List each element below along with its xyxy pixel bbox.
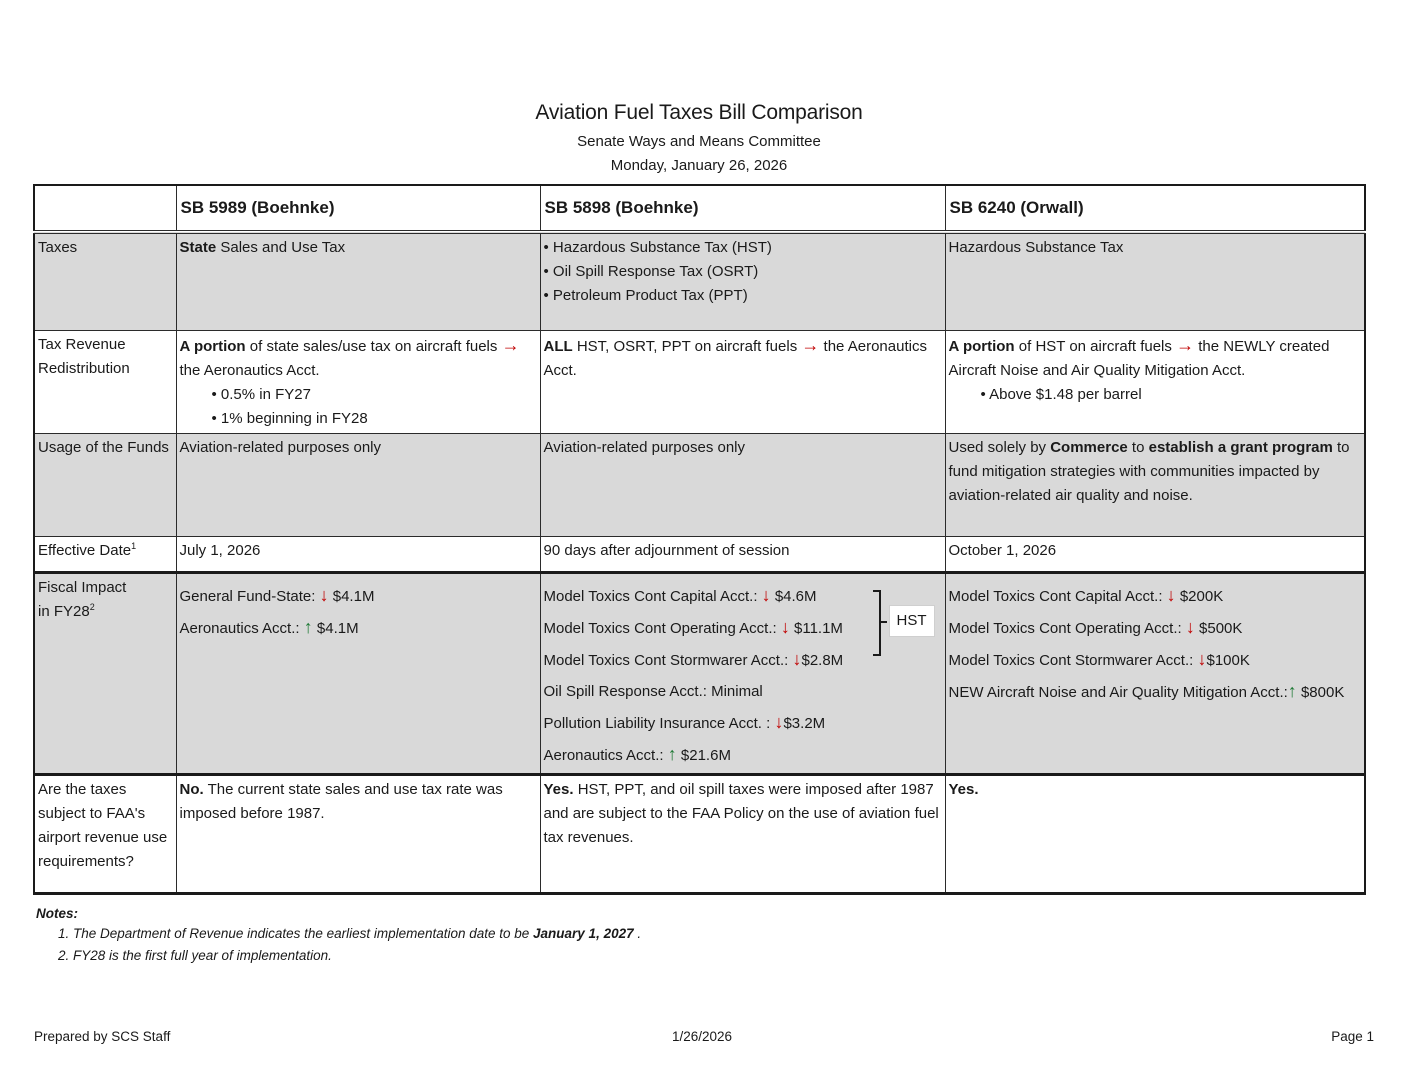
arrow-down-icon: ↓ <box>761 585 771 605</box>
notes-section <box>36 905 641 967</box>
bold-text: ALL <box>543 338 573 355</box>
notes-title: Notes: <box>36 906 79 921</box>
account-name: Model Toxics Cont Stormwarer Acct.: <box>543 652 793 669</box>
arrow-right-icon: → <box>1176 335 1195 355</box>
cell-effective-sb5989: July 1, 2026 <box>176 537 540 573</box>
cell-fiscal-sb5898 <box>540 573 945 775</box>
fiscal-item <box>544 612 942 644</box>
row-faa-requirements <box>34 775 1365 894</box>
bracket-connector <box>881 621 887 623</box>
bold-text: No. <box>179 781 204 798</box>
cell-faa-sb5898 <box>540 775 945 894</box>
footer-prepared-by: Prepared by SCS Staff <box>34 1029 171 1044</box>
document-date: Monday, January 26, 2026 <box>610 157 788 174</box>
note-bold-text: January 1, 2027 <box>533 926 634 941</box>
cell-effective-sb6240: October 1, 2026 <box>945 537 1365 573</box>
amount: $4.1M <box>328 588 375 605</box>
arrow-up-icon: ↑ <box>667 744 677 764</box>
header-cell-blank <box>34 185 176 232</box>
account-name: Model Toxics Cont Capital Acct.: <box>543 588 762 605</box>
row-label-redistribution: Tax Revenue Redistribution <box>34 331 176 434</box>
text: HST, OSRT, PPT on aircraft fuels <box>572 338 802 355</box>
row-taxes <box>34 232 1365 331</box>
text: HST, PPT, and oil spill taxes were imposed after 1987 and are subject to the FAA Policy on the use of aviation fuel tax revenues. <box>543 781 939 846</box>
bold-text: State <box>179 239 217 256</box>
arrow-down-icon: ↓ <box>774 712 784 732</box>
row-label-effective-date <box>34 537 176 573</box>
fiscal-item <box>180 580 537 612</box>
text: the NEWLY created Aircraft Noise and Air Quality Mitigation Acct. <box>948 338 1330 379</box>
cell-usage-sb5898: Aviation-related purposes only <box>540 434 945 537</box>
footer-date: 1/26/2026 <box>672 1029 733 1044</box>
arrow-down-icon: ↓ <box>792 649 802 669</box>
cell-taxes-sb6240: Hazardous Substance Tax <box>945 232 1365 331</box>
cell-usage-sb6240 <box>945 434 1365 537</box>
note-item <box>36 923 641 945</box>
cell-faa-sb5989 <box>176 775 540 894</box>
account-name: Pollution Liability Insurance Acct. : <box>543 715 775 732</box>
arrow-down-icon: ↓ <box>319 585 329 605</box>
account-name: Oil Spill Response Acct.: Minimal <box>543 683 763 700</box>
amount: $500K <box>1194 620 1243 637</box>
fiscal-item <box>544 676 942 707</box>
fiscal-item <box>949 676 1362 708</box>
text: the Aeronautics Acct. <box>543 338 927 379</box>
account-name: General Fund-State: <box>179 588 320 605</box>
note-text: 1. The Department of Revenue indicates the earliest implementation date to be <box>58 926 534 941</box>
cell-faa-sb6240 <box>945 775 1365 894</box>
cell-redistribution-sb6240 <box>945 331 1365 434</box>
bullet-item: • Above $1.48 per barrel <box>980 386 1142 403</box>
footer-page-number: Page 1 <box>1331 1029 1374 1044</box>
cell-effective-sb5898: 90 days after adjournment of session <box>540 537 945 573</box>
label-text: Effective Date <box>38 542 132 559</box>
footnote-ref: 1 <box>131 541 137 551</box>
label-text: in FY28 <box>38 603 90 620</box>
label-text: Fiscal Impact <box>38 579 127 596</box>
arrow-right-icon: → <box>801 335 820 355</box>
cell-usage-sb5989: Aviation-related purposes only <box>176 434 540 537</box>
right-bracket-icon <box>873 590 881 656</box>
row-usage <box>34 434 1365 537</box>
account-name: Model Toxics Cont Capital Acct.: <box>948 588 1167 605</box>
header-sb5898: SB 5898 (Boehnke) <box>540 185 945 232</box>
text: of HST on aircraft fuels <box>1014 338 1177 355</box>
row-label-faa: Are the taxes subject to FAA's airport revenue use requirements? <box>34 775 176 894</box>
account-name: Model Toxics Cont Stormwarer Acct.: <box>948 652 1198 669</box>
amount: $2.8M <box>801 652 844 669</box>
text: Used solely by <box>948 439 1051 456</box>
amount: $4.1M <box>312 620 359 637</box>
fiscal-item <box>949 644 1362 676</box>
account-name: Model Toxics Cont Operating Acct.: <box>543 620 781 637</box>
amount: $200K <box>1175 588 1224 605</box>
text: to <box>1127 439 1149 456</box>
fiscal-item <box>949 580 1362 612</box>
note-item <box>36 945 641 967</box>
arrow-down-icon: ↓ <box>1185 617 1195 637</box>
fiscal-item <box>949 612 1362 644</box>
note-text: . <box>633 926 642 941</box>
bold-text: A portion <box>179 338 246 355</box>
bold-text: establish a grant program <box>1148 439 1333 456</box>
cell-redistribution-sb5989 <box>176 331 540 434</box>
fiscal-item <box>544 739 942 771</box>
arrow-up-icon: ↑ <box>1287 681 1297 701</box>
account-name: NEW Aircraft Noise and Air Quality Mitigation Acct.: <box>948 684 1288 701</box>
row-label-usage: Usage of the Funds <box>34 434 176 537</box>
bullet-item: • 0.5% in FY27 <box>211 386 311 403</box>
amount: $3.2M <box>783 715 826 732</box>
cell-fiscal-sb5989 <box>176 573 540 775</box>
header-sb6240: SB 6240 (Orwall) <box>945 185 1365 232</box>
row-redistribution <box>34 331 1365 434</box>
tax-list-item: • Oil Spill Response Tax (OSRT) <box>543 263 759 280</box>
bold-text: Yes. <box>543 781 574 798</box>
row-label-fiscal-impact <box>34 573 176 775</box>
text: to fund mitigation strategies with communities impacted by aviation-related air quality and noise. <box>948 439 1350 504</box>
document-title: Aviation Fuel Taxes Bill Comparison <box>535 101 863 124</box>
amount: $21.6M <box>676 747 731 764</box>
tax-list-item: • Petroleum Product Tax (PPT) <box>543 287 748 304</box>
amount: $11.1M <box>789 620 843 637</box>
row-label-taxes: Taxes <box>34 232 176 331</box>
row-fiscal-impact <box>34 573 1365 775</box>
text: Sales and Use Tax <box>216 239 346 256</box>
arrow-down-icon: ↓ <box>1197 649 1207 669</box>
amount: $4.6M <box>770 588 817 605</box>
amount: $100K <box>1206 652 1250 669</box>
fiscal-item <box>544 644 942 676</box>
text: the Aeronautics Acct. <box>179 362 320 379</box>
header-sb5989: SB 5989 (Boehnke) <box>176 185 540 232</box>
cell-taxes-sb5989 <box>176 232 540 331</box>
account-name: Aeronautics Acct.: <box>179 620 304 637</box>
row-effective-date <box>34 537 1365 573</box>
arrow-down-icon: ↓ <box>780 617 790 637</box>
account-name: Aeronautics Acct.: <box>543 747 668 764</box>
fiscal-item <box>544 580 942 612</box>
header-row <box>34 185 1365 232</box>
account-name: Model Toxics Cont Operating Acct.: <box>948 620 1186 637</box>
bill-comparison-table <box>33 184 1366 895</box>
fiscal-item <box>180 612 537 644</box>
arrow-up-icon: ↑ <box>303 617 313 637</box>
document-subtitle: Senate Ways and Means Committee <box>577 133 821 150</box>
fiscal-item <box>544 707 942 739</box>
footnote-ref: 2 <box>89 602 95 612</box>
bullet-item: • 1% beginning in FY28 <box>211 410 368 427</box>
cell-taxes-sb5898 <box>540 232 945 331</box>
cell-fiscal-sb6240 <box>945 573 1365 775</box>
cell-redistribution-sb5898 <box>540 331 945 434</box>
text: of state sales/use tax on aircraft fuels <box>245 338 502 355</box>
amount: $800K <box>1296 684 1345 701</box>
tax-list-item: • Hazardous Substance Tax (HST) <box>543 239 772 256</box>
bold-text: A portion <box>948 338 1015 355</box>
hst-group-label: HST <box>889 605 935 637</box>
note-text: 2. FY28 is the first full year of implementation. <box>58 948 332 963</box>
bold-text: Yes. <box>948 781 979 798</box>
arrow-down-icon: ↓ <box>1166 585 1176 605</box>
arrow-right-icon: → <box>501 335 520 355</box>
bold-text: Commerce <box>1050 439 1128 456</box>
text: The current state sales and use tax rate was imposed before 1987. <box>179 781 503 822</box>
